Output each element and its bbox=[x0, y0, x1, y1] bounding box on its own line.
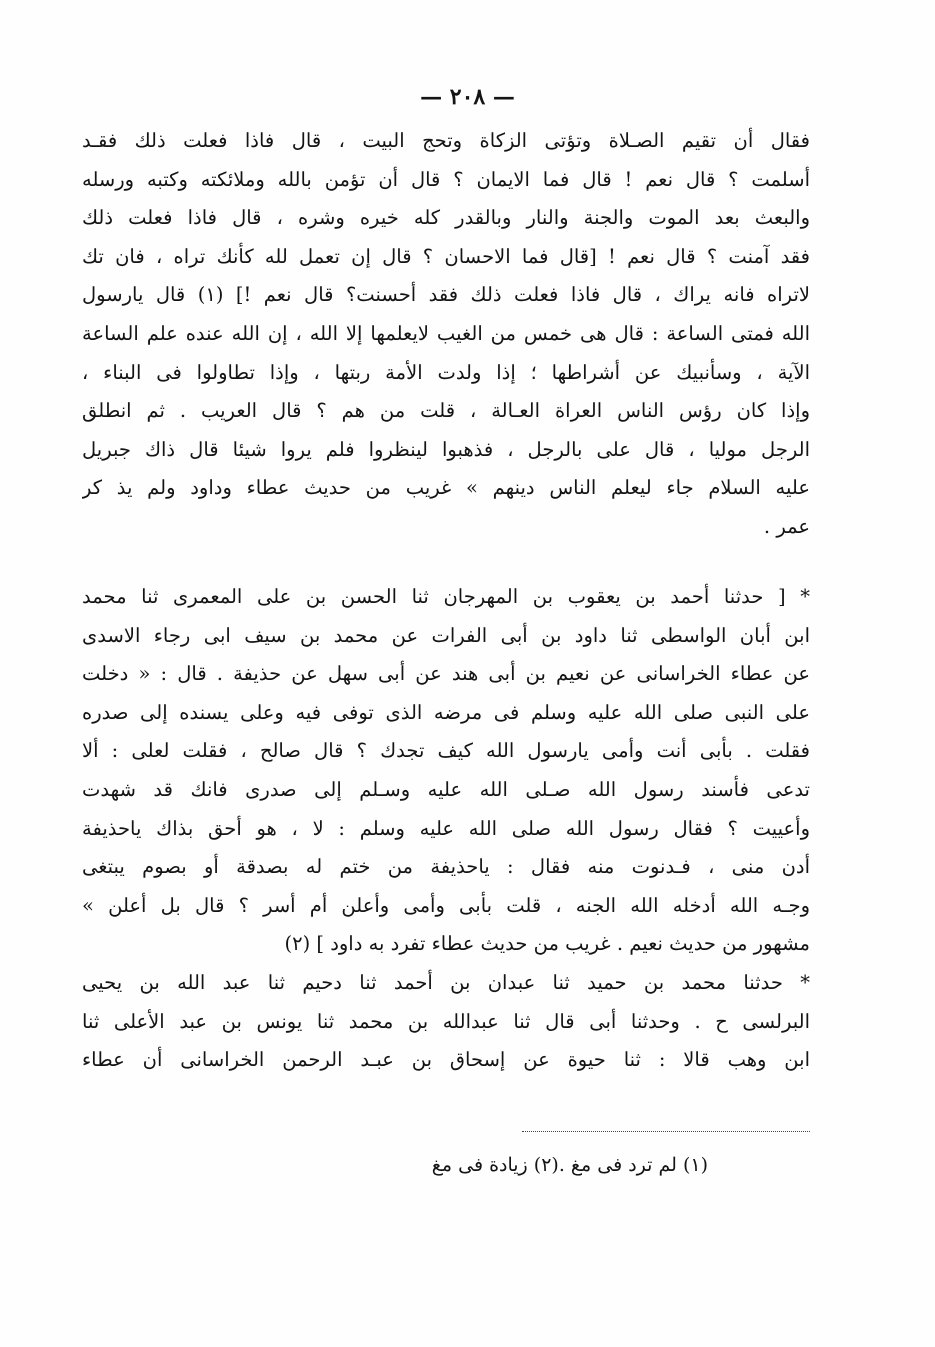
text-line: وإذا كان رؤس الناس العراة العـالة ، قلت من هم ؟ قال العريب . ثم انطلق bbox=[82, 399, 810, 423]
text-line: مشهور من حديث نعيم . غريب من حديث عطاء تفرد به داود ] (٢) bbox=[284, 932, 810, 956]
text-line: وجـه الله أدخله الله الجنه ، قلت بأبى وأمى وأعلن أم أسر ؟ قال بل أعلن » bbox=[82, 893, 810, 917]
text-line: عليه السلام جاء ليعلم الناس دينهم » غريب من حديث عطاء وداود ولم يذ كر bbox=[82, 476, 810, 500]
text-line: لاتراه فانه يراك ، قال فاذا فعلت ذلك فقد أحسنت؟ قال نعم !] (١) قال يارسول bbox=[82, 283, 810, 307]
text-line: فقد آمنت ؟ قال نعم ! [قال فما الاحسان ؟ قال إن تعمل لله كأنك تراه ، فان تك bbox=[82, 244, 810, 268]
text-line: على النبى صلى الله عليه وسلم فى مرضه الذى توفى فيه وعلى يسنده إلى صدره bbox=[82, 700, 810, 724]
text-line: تدعى فأسند رسول الله صـلى الله عليه وسـلم إلى صدرى فانك قد شهدت bbox=[82, 777, 810, 801]
text-line: الله فمتى الساعة : قال هى خمس من الغيب لايعلمها إلا الله ، إن الله عنده علم الساعة bbox=[82, 321, 810, 345]
paragraph-3 bbox=[82, 964, 810, 1080]
text-line: فقال أن تقيم الصـلاة وتؤتى الزكاة وتحج البيت ، قال فاذا فعلت ذلك فقـد bbox=[82, 129, 810, 152]
text-line: ابن وهب قالا : ثنا حيوة عن إسحاق بن عبـد الرحمن الخراسانى أن عطاء bbox=[82, 1048, 810, 1072]
footnotes: (١) لم ترد فى مغ .(٢) زيادة فى مغ bbox=[431, 1154, 708, 1176]
footnote-divider bbox=[522, 1131, 810, 1132]
text-line: * [ حدثنا أحمد بن يعقوب بن المهرجان ثنا الحسن بن على المعمرى ثنا محمد bbox=[82, 585, 810, 608]
text-line: عمر . bbox=[763, 514, 810, 538]
page-number: — ٢٠٨ — bbox=[420, 84, 515, 110]
text-line: * حدثنا محمد بن حميد ثنا عبدان بن أحمد ثنا دحيم ثنا عبد الله بن يحيى bbox=[82, 971, 810, 994]
text-line: عن عطاء الخراسانى عن نعيم بن أبى هند عن أبى سهل عن حذيفة . قال : « دخلت bbox=[82, 662, 810, 686]
text-line: فقلت . بأبى أنت وأمى يارسول الله كيف تجدك ؟ قال صالح ، فقلت لعلى : ألا bbox=[82, 739, 810, 763]
paragraph-2 bbox=[82, 578, 810, 964]
text-line: والبعث بعد الموت والجنة والنار وبالقدر كله خيره وشره ، قال فاذا فعلت ذلك bbox=[82, 206, 810, 230]
text-line: البرلسى ح . وحدثنا أبى قال ثنا عبدالله بن محمد ثنا يونس بن عبد الأعلى ثنا bbox=[82, 1009, 810, 1033]
text-line: الآية ، وسأنبيك عن أشراطها ؛ إذا ولدت الأمة ربتها ، وإذا تطاولوا فى البناء ، bbox=[82, 360, 810, 384]
text-line: أدن منى ، فـدنوت منه فقال : ياحذيفة من ختم له بصدقة أو بصوم يبتغى bbox=[82, 855, 810, 879]
text-line: وأعييت ؟ فقال رسول الله صلى الله عليه وسلم : لا ، هو أحق بذاك ياحذيفة bbox=[82, 816, 810, 840]
text-line: ابن أبان الواسطى ثنا داود بن أبى الفرات عن محمد بن سيف ابى رجاء الاسدى bbox=[82, 623, 810, 647]
paragraph-1 bbox=[82, 122, 810, 547]
text-line: الرجل موليا ، قال على بالرجل ، فذهبوا لينظروا فلم يروا شيئا قال ذاك جبريل bbox=[82, 437, 810, 461]
text-line: أسلمت ؟ قال نعم ! قال فما الايمان ؟ قال أن تؤمن بالله وملائكته وكتبه ورسله bbox=[82, 167, 810, 191]
